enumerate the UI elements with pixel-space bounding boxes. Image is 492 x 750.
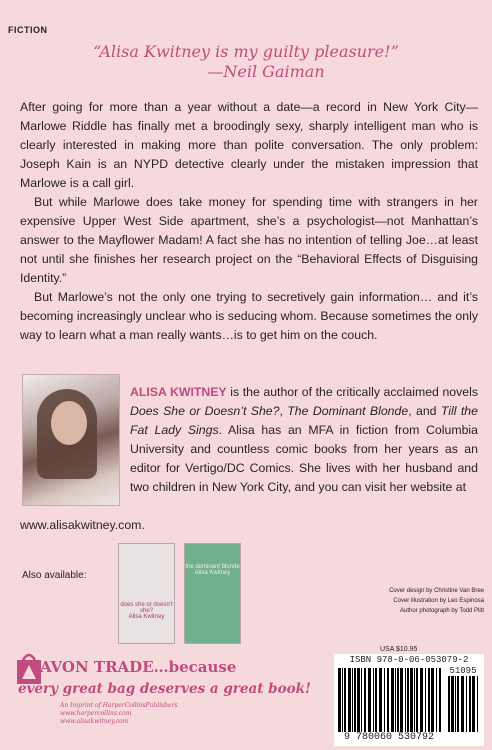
book-cover-author: Alisa Kwitney (194, 570, 231, 576)
quote-author: —Neil Gaiman (207, 62, 325, 81)
barcode-panel (334, 654, 484, 746)
isbn-number: ISBN 978-0-06-053079-2 (349, 655, 469, 665)
bio-text: is the author of the critically acclaimed novels (226, 385, 478, 399)
credit-line: Cover design by Christine Van Bree (389, 588, 484, 594)
book-title: Does She or Doesn’t She? (130, 404, 280, 418)
author-photo (22, 374, 120, 506)
publisher-imprint (60, 702, 178, 726)
ean-barcode (338, 668, 442, 732)
author-url: www.alisakwitney.com (60, 718, 129, 725)
bio-text: . Alisa has an MFA in fiction from Columbia University and countless comic books from her years as an editor for Vertigo/DC Comics. She lives with her husband and two children in New York City, and you can visit her website at (130, 423, 478, 494)
blurb-paragraph: After going for more than a year without a date—a record in New York City—Marlowe Riddle has finally met a broodingly sexy, sharply intelligent man who is clearly interested in making more than polite conversation. The only problem: Joseph Kain is an NYPD detective clearly under the mistaken impression that Marlowe is a call girl. (20, 100, 478, 190)
publisher-url: www.harpercollins.com (60, 710, 132, 717)
book-cover-title: does she or doesn’t she? (120, 602, 173, 614)
ean-number: 9 780060 530792 (343, 732, 434, 743)
author-bio (130, 383, 478, 497)
author-website: www.alisakwitney.com. (20, 518, 145, 532)
blurb-paragraph: But while Marlowe does take money for spending time with strangers in her expensive Upper West Side apartment, she’s a psychologist—not Manhattan’s answer to the Mayflower Madam! A fact she has no intention of telling Joe…at least not until she finishes her research project on the “Behavioral Effects of Disguising Identity.” (20, 195, 478, 285)
book-cover-does-she (118, 543, 175, 644)
addon-number: 51095 (449, 666, 477, 676)
blurb-paragraph: But Marlowe’s not the only one trying to secretively gain information… and it’s becoming increasingly unclear who is seducing whom. Because sometimes the only way to learn what a man really wants…is to get him on the couch. (20, 290, 478, 342)
addon-barcode (448, 676, 478, 732)
bio-text: , (279, 404, 288, 418)
price-label: USA $10.95 (380, 646, 418, 653)
book-title: Till the Fat Lady Sings (130, 404, 478, 437)
credit-line: Author photograph by Todd Plitt (400, 608, 484, 614)
endorsement-quote (0, 42, 492, 82)
book-cover-dominant-blonde (184, 543, 241, 644)
avon-trade-brand: AVON TRADE…because (40, 658, 237, 676)
imprint-line: An Imprint of HarperCollinsPublishers (60, 702, 178, 709)
book-title: The Dominant Blonde (287, 404, 409, 418)
bio-text: , and (408, 404, 441, 418)
genre-label: FICTION (8, 25, 48, 35)
avon-slogan: every great bag deserves a great book! (18, 681, 311, 697)
cover-credits (342, 586, 484, 616)
also-available-label: Also available: (22, 570, 87, 581)
book-blurb (20, 98, 478, 345)
credit-line: Cover illustration by Leo Espinosa (393, 598, 484, 604)
quote-text: “Alisa Kwitney is my guilty pleasure!” (93, 42, 399, 61)
book-cover-author: Alisa Kwitney (128, 614, 165, 620)
book-cover-title: the dominant blonde (185, 564, 240, 570)
author-name: ALISA KWITNEY (130, 385, 227, 399)
